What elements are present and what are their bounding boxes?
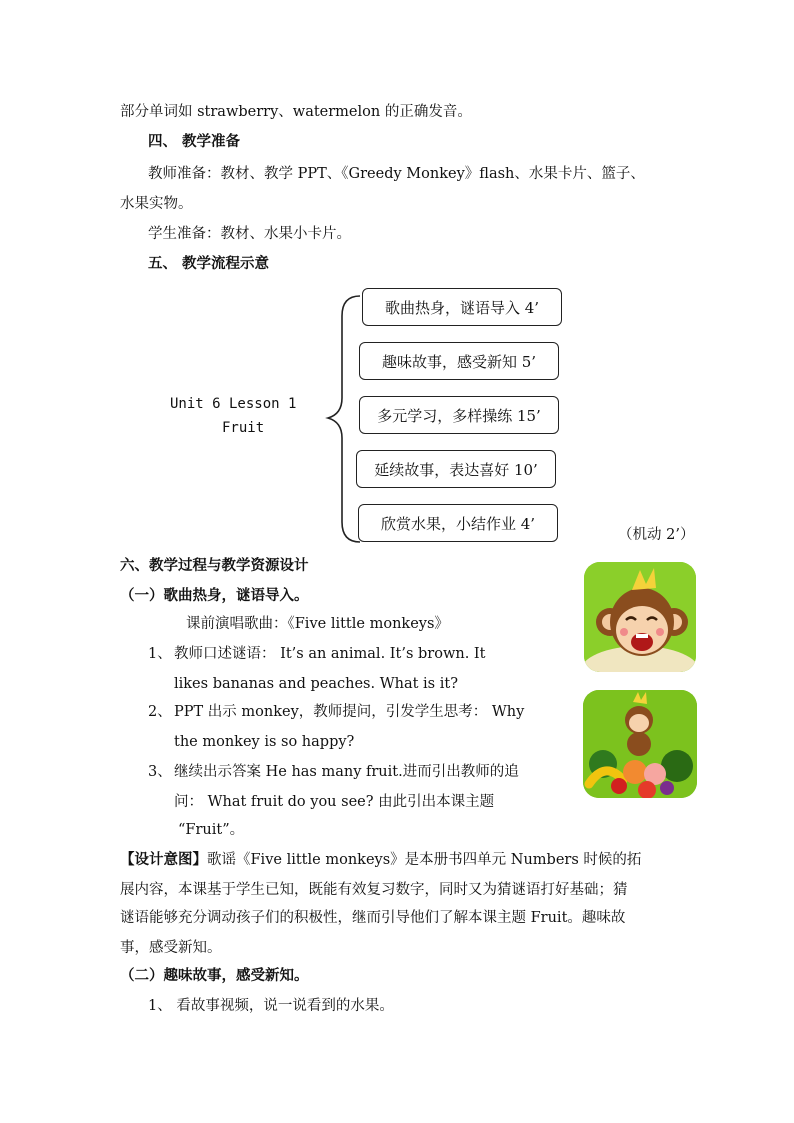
monkey-with-fruit-illustration (583, 690, 697, 798)
item-2-line1: PPT 出示 monkey，教师提问，引发学生思考： Why (174, 704, 525, 720)
flow-step-4: 延续故事，表达喜好 10’ (356, 450, 556, 488)
item-3-line1: 继续出示答案 He has many fruit.进而引出教师的追 (174, 764, 519, 780)
flow-step-3: 多元学习，多样操练 15’ (359, 396, 559, 434)
student-prep: 学生准备：教材、水果小卡片。 (148, 226, 351, 242)
item-1-number: 1、 (148, 646, 172, 662)
item-1-line2: likes bananas and peaches. What is it? (174, 676, 458, 692)
section-5-heading: 五、 教学流程示意 (148, 255, 270, 272)
part-1-heading: （一）歌曲热身，谜语导入。 (120, 587, 309, 604)
design-intent-label: 【设计意图】 (120, 851, 207, 868)
item-3-line2: 问： What fruit do you see? 由此引出本课主题 (174, 794, 495, 810)
flow-step-1: 歌曲热身，谜语导入 4’ (362, 288, 562, 326)
part-2-heading: （二）趣味故事，感受新知。 (120, 967, 309, 984)
design-intent-text: 歌谣《Five little monkeys》是本册书四单元 Numbers 时候的拓 (207, 852, 642, 868)
design-intent-line3: 谜语能够充分调动孩子们的积极性，继而引导他们了解本课主题 Fruit。趣味故 (120, 910, 626, 926)
item-3-number: 3、 (148, 764, 172, 780)
teacher-prep-line1: 教师准备：教材、教学 PPT、《Greedy Monkey》flash、水果卡片、篮子、 (148, 166, 645, 182)
flow-step-2: 趣味故事，感受新知 5’ (359, 342, 559, 380)
section-6-heading: 六、教学过程与教学资源设计 (120, 557, 309, 574)
song-line: 课前演唱歌曲：《Five little monkeys》 (186, 616, 449, 632)
teacher-prep-line2: 水果实物。 (120, 196, 193, 212)
item-2-line2: the monkey is so happy? (174, 734, 355, 750)
fruit-pile-icon (583, 690, 697, 798)
item-1-line1: 教师口述谜语： It’s an animal. It’s brown. It (174, 646, 486, 662)
item-2-number: 2、 (148, 704, 172, 720)
design-intent-line2: 展内容，本课基于学生已知，既能有效复习数字，同时又为猜谜语打好基础；猜 (120, 882, 628, 898)
monkey-illustration-1 (584, 562, 696, 672)
unit-title-line1: Unit 6 Lesson 1 (170, 396, 297, 412)
flow-step-5: 欣赏水果，小结作业 4’ (358, 504, 558, 542)
design-intent-line1 (120, 850, 641, 870)
monkey-face-icon (584, 562, 696, 672)
flex-time-note: （机动 2’） (618, 527, 695, 543)
unit-title-line2: Fruit (222, 420, 265, 436)
intro-text: 部分单词如 strawberry、watermelon 的正确发音。 (120, 104, 472, 120)
item-3-line3: “Fruit”。 (178, 822, 245, 838)
part-2-item-1: 1、 看故事视频，说一说看到的水果。 (148, 998, 394, 1014)
design-intent-line4: 事，感受新知。 (120, 940, 222, 956)
section-4-heading: 四、 教学准备 (148, 133, 241, 150)
